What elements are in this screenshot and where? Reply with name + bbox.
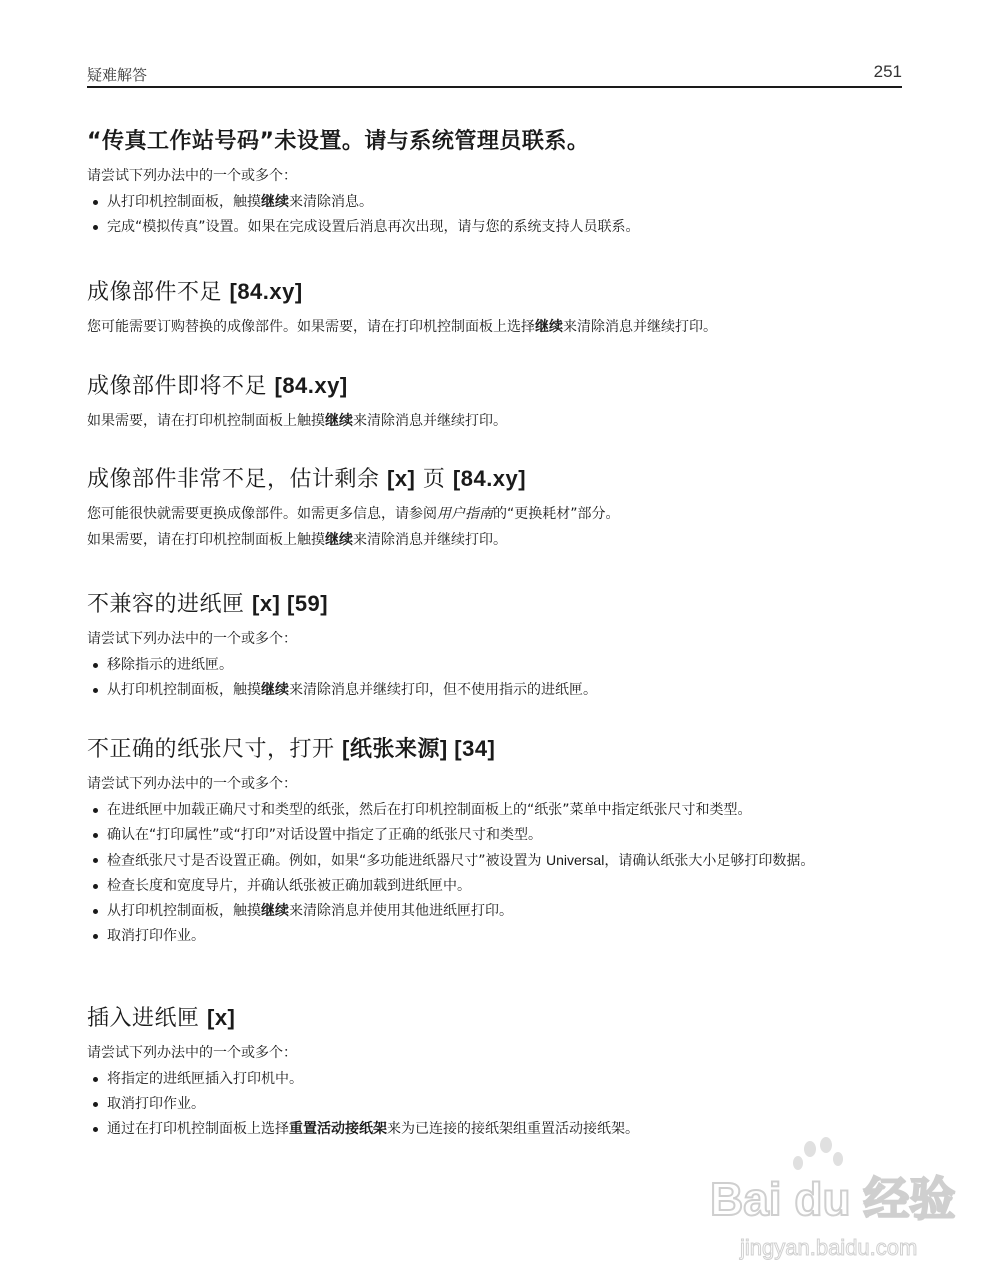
list-item: 从打印机控制面板，触摸继续来清除消息并使用其他进纸匣打印。 — [87, 903, 902, 919]
bullet-list — [87, 1071, 902, 1137]
watermark-logo-text: Bai du 经验 — [710, 1173, 956, 1225]
section-intro: 请尝试下列办法中的一个或多个： — [87, 631, 297, 647]
paw-icon — [793, 1137, 843, 1170]
section-title: 不兼容的进纸匣 [x] [59] — [87, 591, 329, 617]
section-imaging-unit-very-low — [87, 465, 902, 558]
list-item: 完成“模拟传真”设置。如果在完成设置后消息再次出现，请与您的系统支持人员联系。 — [87, 219, 902, 235]
user-guide-reference: 用户指南 — [437, 506, 493, 522]
section-fax-station-number — [87, 128, 902, 244]
section-imaging-unit-nearly-low — [87, 372, 902, 439]
section-paragraph: 如果需要，请在打印机控制面板上触摸继续来清除消息并继续打印。 — [87, 413, 507, 429]
section-paragraph: 您可能需要订购替换的成像部件。如果需要，请在打印机控制面板上选择继续来清除消息并继续打印。 — [87, 319, 717, 335]
header-title: 疑难解答 — [87, 66, 148, 84]
baidu-watermark-logo — [700, 1135, 960, 1265]
list-item: 将指定的进纸匣插入打印机中。 — [87, 1071, 902, 1087]
keyword-continue: 继续 — [261, 194, 289, 210]
section-incompatible-tray — [87, 590, 902, 707]
list-item: 取消打印作业。 — [87, 928, 902, 944]
bullet-list — [87, 194, 902, 235]
section-paragraph: 如果需要，请在打印机控制面板上触摸继续来清除消息并继续打印。 — [87, 532, 507, 548]
list-item: 移除指示的进纸匣。 — [87, 657, 902, 673]
keyword-reset-bin: 重置活动接纸架 — [289, 1121, 387, 1137]
list-item: 在进纸匣中加载正确尺寸和类型的纸张，然后在打印机控制面板上的“纸张”菜单中指定纸张尺寸和类型。 — [87, 802, 902, 818]
list-item: 通过在打印机控制面板上选择重置活动接纸架来为已连接的接纸架组重置活动接纸架。 — [87, 1121, 902, 1137]
section-title: 不正确的纸张尺寸，打开 [纸张来源] [34] — [87, 736, 496, 762]
bullet-list — [87, 802, 902, 944]
section-intro: 请尝试下列办法中的一个或多个： — [87, 776, 297, 792]
section-title: 插入进纸匣 [x] — [87, 1005, 236, 1031]
list-item: 从打印机控制面板，触摸继续来清除消息。 — [87, 194, 902, 210]
section-title: 成像部件不足 [84.xy] — [87, 279, 303, 305]
list-item: 取消打印作业。 — [87, 1096, 902, 1112]
section-paragraph: 您可能很快就需要更换成像部件。如需更多信息，请参阅用户指南的“更换耗材”部分。 — [87, 506, 620, 522]
page-header — [87, 64, 902, 88]
keyword-continue: 继续 — [261, 682, 289, 698]
list-item: 检查长度和宽度导片，并确认纸张被正确加载到进纸匣中。 — [87, 878, 902, 894]
section-title: 成像部件即将不足 [84.xy] — [87, 373, 348, 399]
watermark-url: jingyan.baidu.com — [740, 1235, 918, 1260]
keyword-continue: 继续 — [325, 532, 353, 548]
keyword-continue: 继续 — [535, 319, 563, 335]
bullet-list — [87, 657, 902, 698]
section-insert-tray — [87, 1004, 902, 1146]
page-number: 251 — [873, 62, 902, 81]
section-intro: 请尝试下列办法中的一个或多个： — [87, 168, 297, 184]
list-item: 确认在“打印属性”或“打印”对话设置中指定了正确的纸张尺寸和类型。 — [87, 827, 902, 843]
section-intro: 请尝试下列办法中的一个或多个： — [87, 1045, 297, 1061]
section-title: “传真工作站号码”未设置。请与系统管理员联系。 — [87, 129, 590, 154]
section-title: 成像部件非常不足，估计剩余 [x] 页 [84.xy] — [87, 466, 527, 492]
section-incorrect-paper-size — [87, 735, 902, 953]
section-imaging-unit-low — [87, 278, 902, 345]
keyword-continue: 继续 — [325, 413, 353, 429]
list-item: 从打印机控制面板，触摸继续来清除消息并继续打印，但不使用指示的进纸匣。 — [87, 682, 902, 698]
keyword-continue: 继续 — [261, 903, 289, 919]
list-item: 检查纸张尺寸是否设置正确。例如，如果“多功能进纸器尺寸”被设置为 Universal，请确认纸张大小足够打印数据。 — [87, 852, 902, 869]
